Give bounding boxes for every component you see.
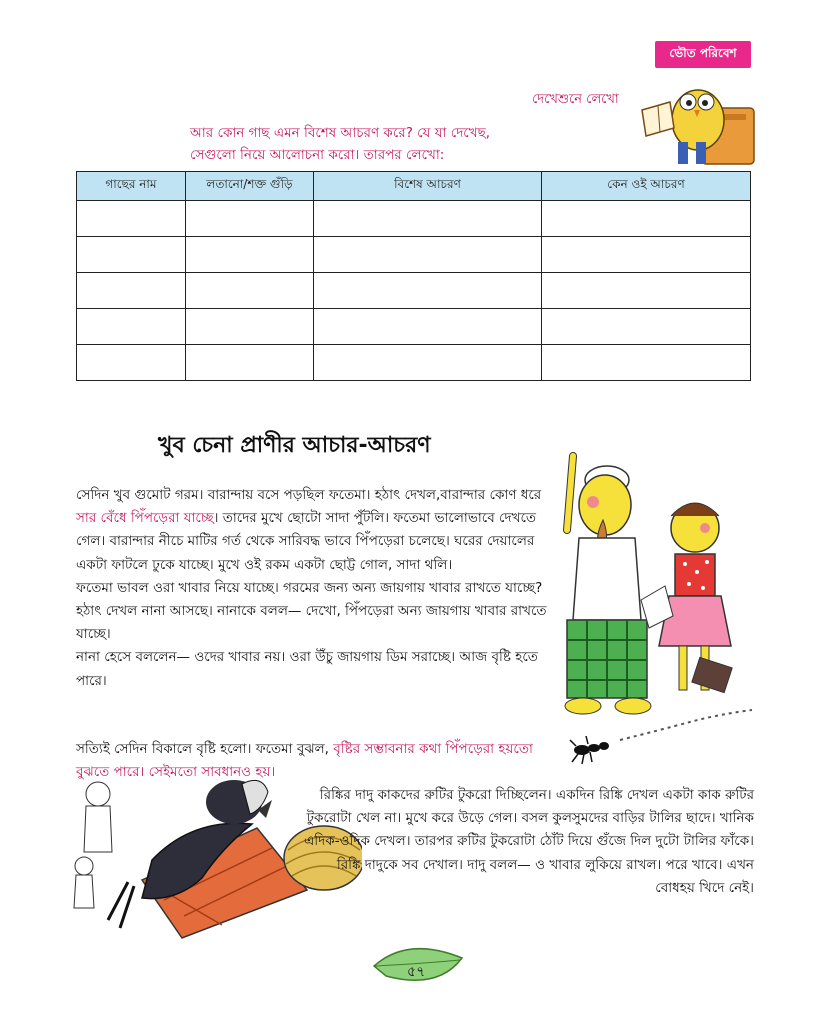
story-paragraph-1 <box>76 484 556 577</box>
col-header-tree-name: গাছের নাম <box>77 172 186 201</box>
section-title: খুব চেনা প্রাণীর আচার-আচরণ <box>158 433 431 458</box>
table-cell[interactable] <box>542 201 751 237</box>
table-cell[interactable] <box>77 345 186 381</box>
table-cell[interactable] <box>542 345 751 381</box>
activity-prompt <box>190 122 650 166</box>
highlight-text: সার বেঁধে পিঁপড়েরা যাচ্ছে <box>76 510 214 527</box>
highlight-text: বৃষ্টির সম্ভাবনার কথা পিঁপড়েরা হয়তো বুঝতে পারে। সেইমতো সাবধানও হয়। <box>76 741 533 781</box>
table-row <box>77 345 751 381</box>
table-row <box>77 309 751 345</box>
table-cell[interactable] <box>77 237 186 273</box>
col-header-reason: কেন ওই আচরণ <box>542 172 751 201</box>
story-fatema <box>76 484 556 693</box>
prompt-line-1: আর কোন গাছ এমন বিশেষ আচরণ করে? যে যা দেখেছ, <box>190 125 491 141</box>
story-rinki: রিঙ্কির দাদু কাকদের রুটির টুকরো দিচ্ছিলেন। একদিন রিঙ্কি দেখল একটা কাক রুটির টুকরোটা খেল না। মুখে করে উড়ে গেল। বসল কুলসুমদের বাড়ির টালির ছাদে। খানিক এদিক-ওদিক দেখল। তারপর রুটির টুকরোটা ঠোঁট দিয়ে গুঁজে দিল দুটো টালির ফাঁকে। রিঙ্কি দাদুকে সব দেখাল। দাদু বলল— ও খাবার লুকিয়ে রাখল। পরে খাবে। এখন বোধহয় খিদে নেই। <box>304 787 754 896</box>
section-label: দেখেশুনে লেখো <box>532 92 619 107</box>
table-cell[interactable] <box>186 237 314 273</box>
ant-trail-illustration <box>560 700 760 772</box>
table-header-row <box>77 172 751 201</box>
table-cell[interactable] <box>314 273 542 309</box>
story-paragraph-2: ফতেমা ভাবল ওরা খাবার নিয়ে যাচ্ছে। গরমের জন্য অন্য জায়গায় খাবার রাখতে যাচ্ছে? হঠাৎ দেখল নানা আসছে। নানাকে বলল— দেখো, পিঁপড়েরা অন্য জায়গায় খাবার রাখতে যাচ্ছে। <box>76 579 547 643</box>
col-header-special-behavior: বিশেষ আচরণ <box>314 172 542 201</box>
table-row <box>77 201 751 237</box>
observation-table <box>76 171 751 381</box>
page-number: ৫৭ <box>407 964 426 980</box>
table-cell[interactable] <box>77 309 186 345</box>
story-text: । তাদের মুখে ছোটো সাদা পুঁটলি। ফতেমা ভালোভাবে দেখতে গেল। বারান্দার নীচে মাটির গর্ত থেকে সারিবদ্ধ ভাবে পিঁপড়েরা চলেছে। ঘরের দেয়ালের একটা ফাটলে ঢুকে যাচ্ছে। মুখে ওই রকম একটা ছোট্ট গোল, সাদা থলি। <box>76 510 537 573</box>
table-cell[interactable] <box>77 273 186 309</box>
table-cell[interactable] <box>314 201 542 237</box>
table-cell[interactable] <box>542 237 751 273</box>
col-header-trunk-type: লতানো/শক্ত গুঁড়ি <box>186 172 314 201</box>
table-cell[interactable] <box>314 309 542 345</box>
table-cell[interactable] <box>186 309 314 345</box>
table-cell[interactable] <box>542 273 751 309</box>
story-paragraph-3: নানা হেসে বললেন— ওদের খাবার নয়। ওরা উঁচু জায়গায় ডিম সরাচ্ছে। আজ বৃষ্টি হতে পারে। <box>76 649 538 689</box>
table-row <box>77 237 751 273</box>
table-cell[interactable] <box>542 309 751 345</box>
table-cell[interactable] <box>186 345 314 381</box>
table-cell[interactable] <box>186 273 314 309</box>
table-cell[interactable] <box>186 201 314 237</box>
story-text: সেদিন খুব গুমোট গরম। বারান্দায় বসে পড়ছিল ফতেমা। হঠাৎ দেখল,বারান্দার কোণ ধরে <box>76 487 542 503</box>
table-row <box>77 273 751 309</box>
story-text: সত্যিই সেদিন বিকালে বৃষ্টি হলো। ফতেমা বুঝল, <box>76 741 334 757</box>
owl-reading-illustration <box>640 70 760 170</box>
chapter-badge: ভৌত পরিবেশ <box>655 41 751 68</box>
table-cell[interactable] <box>77 201 186 237</box>
prompt-line-2: সেগুলো নিয়ে আলোচনা করো। তারপর লেখো: <box>190 147 445 163</box>
table-cell[interactable] <box>314 345 542 381</box>
table-cell[interactable] <box>314 237 542 273</box>
grandfather-and-girl-illustration <box>545 450 745 720</box>
